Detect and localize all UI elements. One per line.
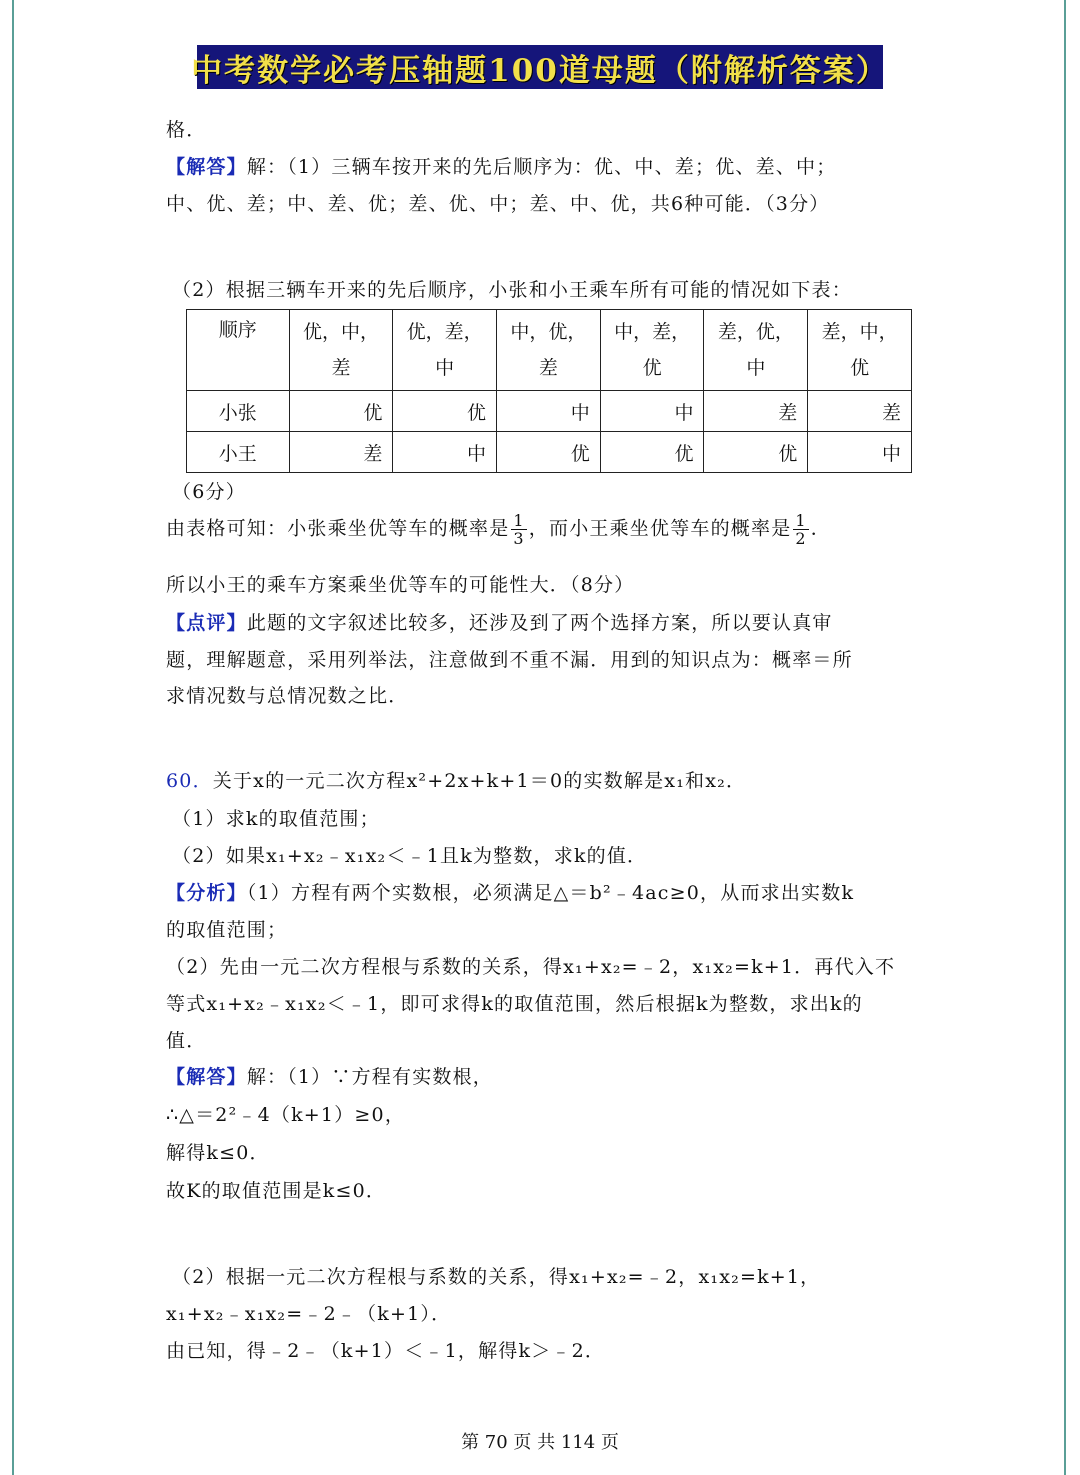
text-line: （2）根据三辆车开来的先后顺序，小张和小王乘车所有可能的情况如下表： <box>172 279 852 301</box>
table-cell: 优 <box>497 432 601 473</box>
fraction-one-half: $\frac{1}{2}$ <box>795 511 807 548</box>
table-cell: 优 <box>704 432 808 473</box>
table-header-cell: 中，差， 优 <box>600 310 704 391</box>
answer-line <box>166 152 836 179</box>
text-line: 求情况数与总情况数之比． <box>166 685 409 707</box>
title-banner: 中考数学必考压轴题100道母题（附解析答案） <box>197 45 883 89</box>
table-header-row <box>187 310 912 391</box>
table-header-cell: 优，中， 差 <box>289 310 393 391</box>
comment-line: 【点评】此题的文字叙述比较多，还涉及到了两个选择方案，所以要认真审 <box>166 612 833 634</box>
analysis-tag: 【分析】 <box>166 882 247 904</box>
fraction-one-third: $\frac{1}{3}$ <box>513 511 525 548</box>
text-line: ∴△＝2²﹣4（k+1）≥0， <box>166 1104 406 1126</box>
text-line: 所以小王的乘车方案乘坐优等车的可能性大．（8分） <box>166 574 635 596</box>
order-table <box>186 309 912 473</box>
table-header-cell: 差，中， 优 <box>808 310 912 391</box>
text-line: x₁+x₂﹣x₁x₂=﹣2﹣（k+1）． <box>166 1303 452 1325</box>
table-cell: 优 <box>393 391 497 432</box>
table-row <box>187 391 912 432</box>
text-line: 的取值范围； <box>166 919 288 941</box>
table-cell: 中 <box>393 432 497 473</box>
score-text: （6分） <box>172 481 246 503</box>
question-part-2: （2）如果x₁+x₂﹣x₁x₂＜﹣1且k为整数，求k的值． <box>172 845 648 867</box>
answer-text: 解：（1）三辆车按开来的先后顺序为：优、中、差；优、差、中； <box>246 156 837 178</box>
table-header-cell: 优，差， 中 <box>393 310 497 391</box>
table-cell: 差 <box>808 391 912 432</box>
probability-line: 由表格可知：小张乘坐优等车的概率是 $\frac{1}{3}$ ，而小王乘坐优等车的概率是 $\frac{1}{2}$ ． <box>166 511 831 548</box>
text-line: 故K的取值范围是k≤0． <box>166 1180 387 1202</box>
analysis-line: 【分析】（1）方程有两个实数根，必须满足△＝b²﹣4ac≥0，从而求出实数k <box>166 882 855 904</box>
table-header-cell: 中，优， 差 <box>497 310 601 391</box>
text-line: 题，理解题意，采用列举法，注意做到不重不漏．用到的知识点为：概率＝所 <box>166 649 853 671</box>
text-line: （2）先由一元二次方程根与系数的关系，得x₁+x₂=﹣2，x₁x₂=k+1．再代入不 <box>166 956 896 978</box>
text-line: 等式x₁+x₂﹣x₁x₂＜﹣1，即可求得k的取值范围，然后根据k为整数，求出k的 <box>166 993 863 1015</box>
question-60: 60．关于x的一元二次方程x²+2x+k+1＝0的实数解是x₁和x₂． <box>166 770 747 792</box>
text-line: 由已知，得﹣2﹣（k+1）＜﹣1，解得k＞﹣2． <box>166 1340 606 1362</box>
text-line: 解得k≤0． <box>166 1142 270 1164</box>
table-cell: 差 <box>289 432 393 473</box>
page-border <box>12 0 1066 1475</box>
table-cell: 中 <box>497 391 601 432</box>
comment-tag: 【点评】 <box>166 612 247 634</box>
text-line: （2）根据一元二次方程根与系数的关系，得x₁+x₂=﹣2，x₁x₂=k+1， <box>172 1266 821 1288</box>
table-cell: 中 <box>808 432 912 473</box>
question-part-1: （1）求k的取值范围； <box>172 808 380 830</box>
page-footer: 第 70 页 共 114 页 <box>461 1432 619 1453</box>
text-line: 值． <box>166 1030 207 1052</box>
text-line: 中、优、差；中、差、优；差、优、中；差、中、优，共6种可能．（3分） <box>166 193 830 215</box>
question-number: 60． <box>166 770 213 792</box>
table-row-label: 小张 <box>187 391 290 432</box>
table-row <box>187 432 912 473</box>
table-cell: 差 <box>704 391 808 432</box>
table-row-label: 小王 <box>187 432 290 473</box>
table-cell: 中 <box>600 391 704 432</box>
text-line: 格． <box>166 119 207 141</box>
table-cell: 优 <box>289 391 393 432</box>
answer-tag: 【解答】 <box>166 156 247 178</box>
solution-line: 【解答】解：（1）∵方程有实数根， <box>166 1066 494 1088</box>
solution-tag: 【解答】 <box>166 1066 247 1088</box>
table-header-cell: 差，优， 中 <box>704 310 808 391</box>
table-header-label: 顺序 <box>187 310 290 391</box>
table-cell: 优 <box>600 432 704 473</box>
